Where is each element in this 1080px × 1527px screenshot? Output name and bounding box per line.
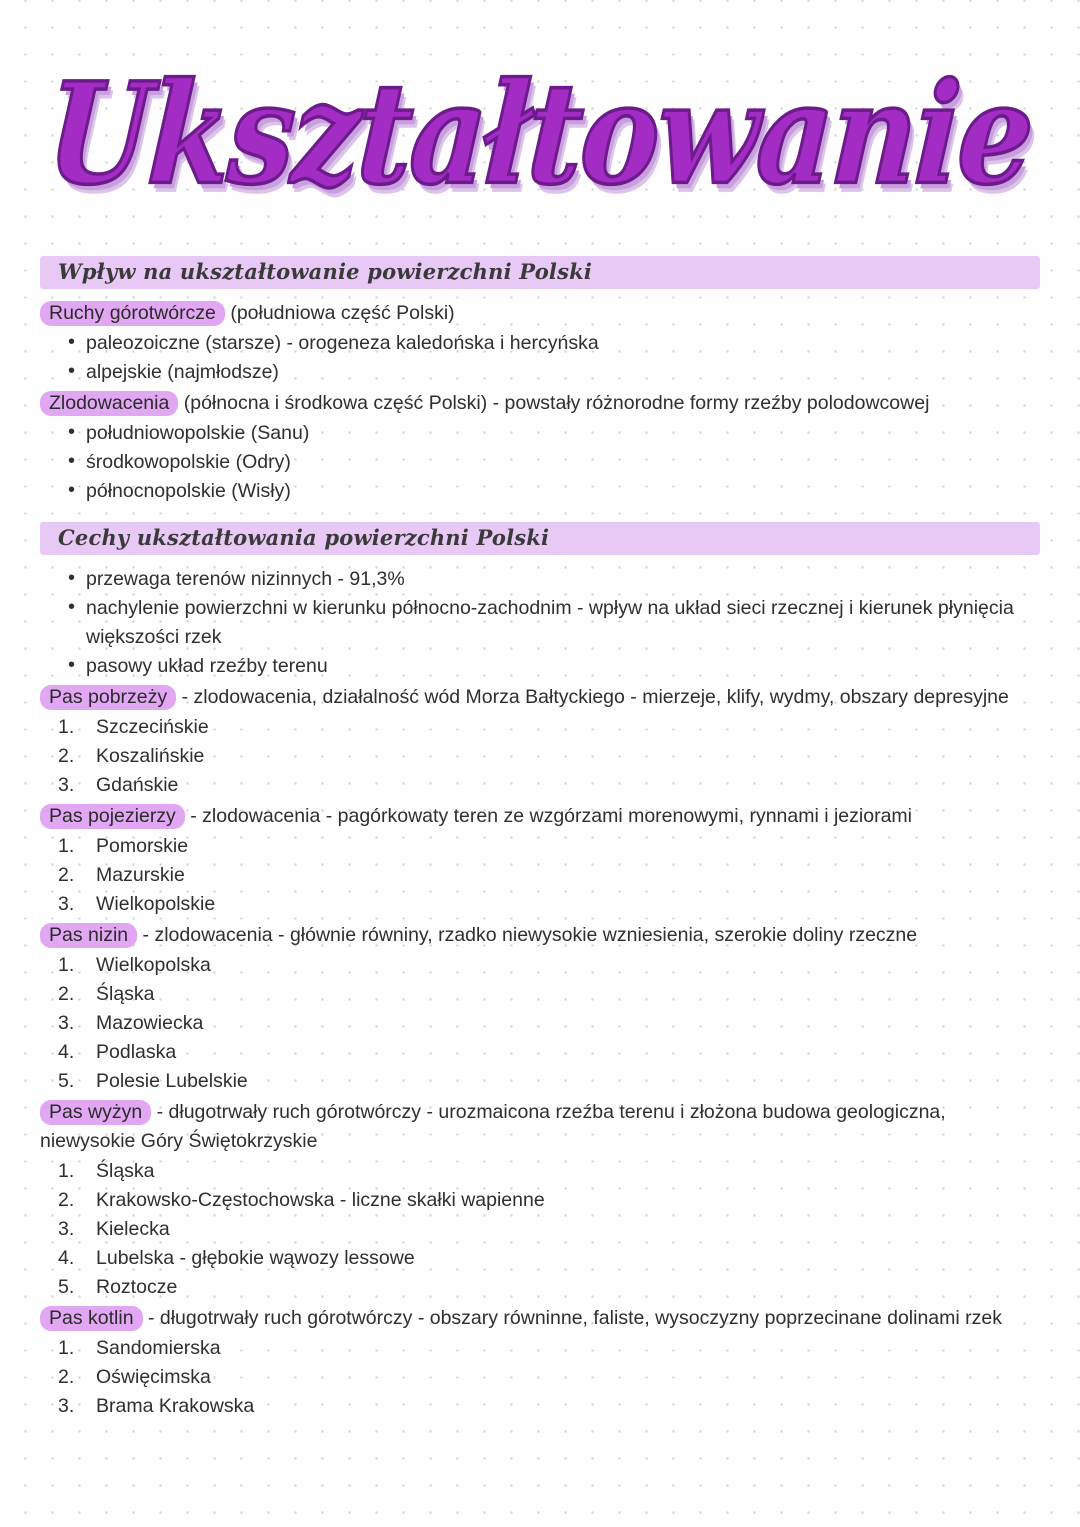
group-zlodowacenia — [40, 389, 1040, 506]
group-lead-line — [40, 921, 1040, 950]
highlight-tag: Pas kotlin — [40, 1306, 143, 1331]
group-lead-line — [40, 299, 1040, 328]
bullet-list-intro — [40, 565, 1040, 681]
section-heading: Cechy ukształtowania powierzchni Polski — [40, 522, 1040, 555]
numbered-list — [40, 1334, 1040, 1421]
list-item: • nachylenie powierzchni w kierunku północno-zachodnim - wpływ na układ sieci rzecznej i kierunek płynięcia większości rzek — [68, 594, 1040, 652]
group-pas-pojezierzy — [40, 802, 1040, 919]
numbered-list — [40, 832, 1040, 919]
group-description: - długotrwały ruch górotwórczy - obszary równinne, faliste, wysoczyzny poprzecinane dolinami rzek — [142, 1307, 1002, 1329]
numbered-list — [40, 713, 1040, 800]
highlight-tag: Pas nizin — [40, 923, 137, 948]
list-item: Wielkopolskie — [96, 893, 216, 915]
list-item: • paleozoiczne (starsze) - orogeneza kaledońska i hercyńska — [68, 329, 1040, 358]
group-lead-line — [40, 389, 1040, 418]
section-heading: Wpływ na ukształtowanie powierzchni Polski — [40, 256, 1040, 289]
list-item: Oświęcimska — [96, 1366, 211, 1388]
list-item: Kielecka — [96, 1218, 170, 1240]
group-pas-pobrzezy — [40, 683, 1040, 800]
list-item: Krakowsko-Częstochowska - liczne skałki wapienne — [96, 1189, 545, 1211]
list-item: Gdańskie — [96, 774, 179, 796]
section-wplyw — [40, 256, 1040, 506]
list-item: Mazurskie — [96, 864, 185, 886]
page-title: Ukształtowanie — [43, 51, 1037, 216]
highlight-tag: Pas wyżyn — [40, 1100, 151, 1125]
group-ruchy-gorotworcze — [40, 299, 1040, 387]
numbered-list — [40, 951, 1040, 1096]
highlight-tag: Pas pojezierzy — [40, 804, 185, 829]
list-item: Podlaska — [96, 1041, 177, 1063]
list-item: Roztocze — [96, 1276, 178, 1298]
list-item: Koszalińskie — [96, 745, 205, 767]
list-item: • pasowy układ rzeźby terenu — [68, 652, 1040, 681]
list-item: Śląska — [96, 1160, 155, 1182]
list-item: Szczecińskie — [96, 716, 209, 738]
page-title-wrapper — [40, 0, 1040, 250]
group-lead-line — [40, 1098, 1040, 1156]
list-item: Śląska — [96, 983, 155, 1005]
list-item: Polesie Lubelskie — [96, 1070, 248, 1092]
list-item: Brama Krakowska — [96, 1395, 255, 1417]
group-description: - długotrwały ruch górotwórczy - urozmaicona rzeźba terenu i złożona budowa geologiczna, niewysokie Góry Świętokrzyskie — [40, 1101, 946, 1152]
group-description: - zlodowacenia - pagórkowaty teren ze wzgórzami morenowymi, rynnami i jeziorami — [184, 805, 912, 827]
list-item: Pomorskie — [96, 835, 189, 857]
list-item: Lubelska - głębokie wąwozy lessowe — [96, 1247, 415, 1269]
highlight-tag: Pas pobrzeży — [40, 685, 176, 710]
bullet-list — [40, 329, 1040, 387]
list-item: • południowopolskie (Sanu) — [68, 419, 1040, 448]
numbered-list — [40, 1157, 1040, 1302]
group-lead-line — [40, 1304, 1040, 1333]
list-item: • środkowopolskie (Odry) — [68, 448, 1040, 477]
group-pas-wyzyn — [40, 1098, 1040, 1302]
group-lead-line — [40, 802, 1040, 831]
group-pas-nizin — [40, 921, 1040, 1096]
list-item: Wielkopolska — [96, 954, 211, 976]
group-description: (północna i środkowa część Polski) - powstały różnorodne formy rzeźby polodowcowej — [178, 392, 930, 414]
highlight-tag: Zlodowacenia — [40, 391, 178, 416]
list-item: • północnopolskie (Wisły) — [68, 477, 1040, 506]
list-item: • alpejskie (najmłodsze) — [68, 358, 1040, 387]
list-item: • przewaga terenów nizinnych - 91,3% — [68, 565, 1040, 594]
group-pas-kotlin — [40, 1304, 1040, 1421]
highlight-tag: Ruchy górotwórcze — [40, 301, 225, 326]
section-cechy — [40, 522, 1040, 1421]
group-description: - zlodowacenia - głównie równiny, rzadko niewysokie wzniesienia, szerokie doliny rzeczne — [137, 924, 918, 946]
list-item: Sandomierska — [96, 1337, 221, 1359]
group-description: (południowa część Polski) — [224, 302, 455, 324]
group-lead-line — [40, 683, 1040, 712]
group-description: - zlodowacenia, działalność wód Morza Bałtyckiego - mierzeje, klify, wydmy, obszary depresyjne — [176, 686, 1009, 708]
bullet-list — [40, 419, 1040, 506]
list-item: Mazowiecka — [96, 1012, 204, 1034]
